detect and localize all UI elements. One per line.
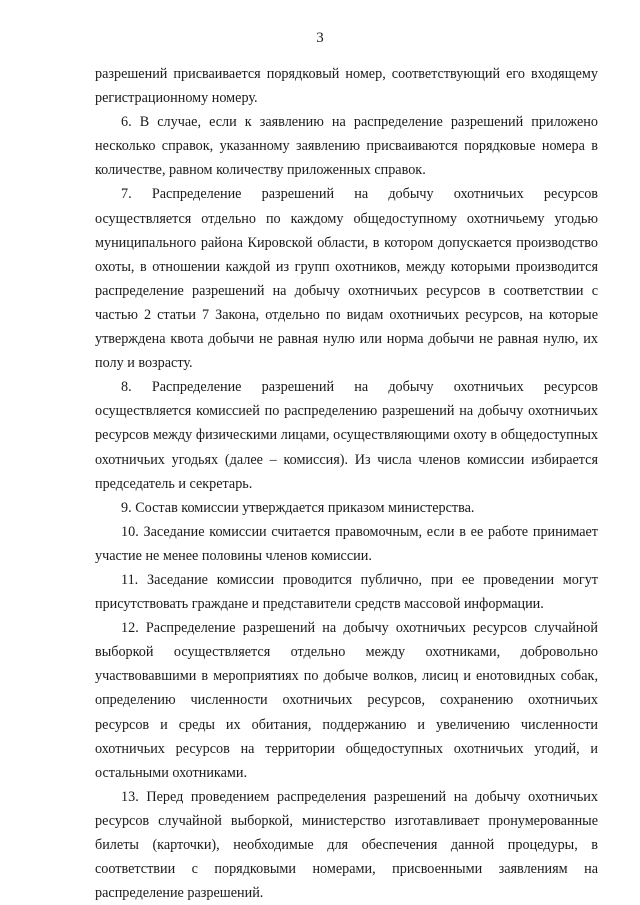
paragraph-continuation: разрешений присваивается порядковый номер, соответствующий его входящему регистрационному номеру.	[95, 66, 598, 107]
paragraph-11: 11. Заседание комиссии проводится публично, при ее проведении могут присутствовать граждане и представители средств массовой информации.	[95, 571, 598, 613]
paragraph-10: 10. Заседание комиссии считается правомочным, если в ее работе принимает участие не менее половины членов комиссии.	[95, 523, 598, 564]
page-number: 3	[316, 30, 324, 46]
paragraph-7: 7. Распределение разрешений на добычу охотничьих ресурсов осуществляется отдельно по каждому общедоступному охотничьему угодью муниципального района Кировской области, в котором допускается производство охоты, в отношении каждой из групп охотников, между которыми производится распределение разрешений на добычу охотничьих ресурсов в соответствии с частью 2 статьи 7 Закона, отдельно по видам охотничьих ресурсов, на которые утверждена квота добычи не равная нулю или норма добычи не равная нулю, их полу и возрасту.	[95, 186, 598, 372]
paragraph-12: 12. Распределение разрешений на добычу охотничьих ресурсов случайной выборкой осуществляется отдельно между охотниками, добровольно участвовавшими в мероприятиях по добыче волков, лисиц и енотовидных собак, определению численности охотничьих ресурсов, сохранению охотничьих ресурсов и среды их обитания, поддержанию и увеличению численности охотничьих ресурсов на территории общедоступных охотничьих угодий, и остальными охотниками.	[95, 620, 598, 781]
paragraph-13: 13. Перед проведением распределения разрешений на добычу охотничьих ресурсов случайной выборкой, министерство изготавливает пронумерованные билеты (карточки), необходимые для обеспечения данной процедуры, в соответствии с порядковыми номерами, присвоенными заявлениям на распределение разрешений.	[95, 788, 598, 902]
paragraph-9: 9. Состав комиссии утверждается приказом министерства.	[121, 499, 475, 516]
paragraph-6: 6. В случае, если к заявлению на распределение разрешений приложено несколько справок, указанному заявлению присваиваются порядковые номера в количестве, равном количеству приложенных справок.	[95, 114, 598, 179]
paragraph-8: 8. Распределение разрешений на добычу охотничьих ресурсов осуществляется комиссией по распределению разрешений на добычу охотничьих ресурсов между физическими лицами, осуществляющими охоту в общедоступных охотничьих угодьях (далее – комиссия). Из числа членов комиссии избирается председатель и секретарь.	[95, 379, 598, 492]
document-body	[95, 62, 598, 905]
